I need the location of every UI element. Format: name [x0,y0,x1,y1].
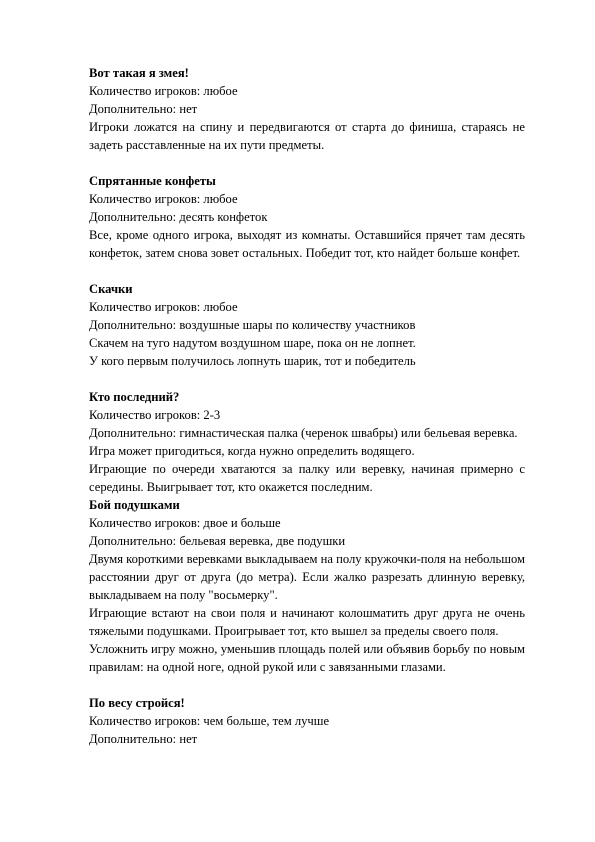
game-section [89,64,525,154]
extra-items: Дополнительно: гимнастическая палка (черенок швабры) или бельевая веревка. [89,426,518,440]
game-section [89,172,525,262]
game-description: Усложнить игру можно, уменьшив площадь полей или объявив борьбу по новым правилам: на одной ноге, одной рукой или с завязанными глазами. [89,642,525,674]
game-title: Вот такая я змея! [89,66,189,80]
game-title: По весу стройся! [89,696,185,710]
players-count: Количество игроков: двое и больше [89,516,281,530]
players-count: Количество игроков: любое [89,192,238,206]
document-body [89,64,525,748]
extra-items: Дополнительно: воздушные шары по количеству участников [89,318,416,332]
game-section [89,280,525,370]
game-title: Скачки [89,282,133,296]
extra-items: Дополнительно: нет [89,732,198,746]
players-count: Количество игроков: 2-3 [89,408,221,422]
game-description: Все, кроме одного игрока, выходят из комнаты. Оставшийся прячет там десять конфеток, затем снова зовет остальных. Победит тот, кто найдет больше конфет. [89,228,525,260]
game-description: Играющие встают на свои поля и начинают колошматить друг друга не очень тяжелыми подушками. Проигрывает тот, кто вышел за пределы своего поля. [89,606,525,638]
extra-items: Дополнительно: нет [89,102,198,116]
game-description: Играющие по очереди хватаются за палку или веревку, начиная примерно с середины. Выигрывает тот, кто окажется последним. [89,462,525,494]
players-count: Количество игроков: любое [89,300,238,314]
game-description: Игра может пригодиться, когда нужно определить водящего. [89,444,415,458]
extra-items: Дополнительно: десять конфеток [89,210,268,224]
game-title: Бой подушками [89,498,180,512]
game-description: Игроки ложатся на спину и передвигаются от старта до финиша, стараясь не задеть расставленные на их пути предметы. [89,120,525,152]
game-description: Двумя короткими веревками выкладываем на полу кружочки-поля на небольшом расстоянии друг от друга (до метра). Если жалко разрезать длинную веревку, выкладываем на полу "восьмерку". [89,552,525,602]
game-title: Спрятанные конфеты [89,174,216,188]
extra-items: Дополнительно: бельевая веревка, две подушки [89,534,346,548]
game-section [89,388,525,496]
players-count: Количество игроков: чем больше, тем лучше [89,714,330,728]
players-count: Количество игроков: любое [89,84,238,98]
game-description: Скачем на туго надутом воздушном шаре, пока он не лопнет. [89,336,416,350]
game-section [89,694,525,748]
game-description: У кого первым получилось лопнуть шарик, тот и победитель [89,354,416,368]
game-section [89,496,525,676]
game-title: Кто последний? [89,390,180,404]
